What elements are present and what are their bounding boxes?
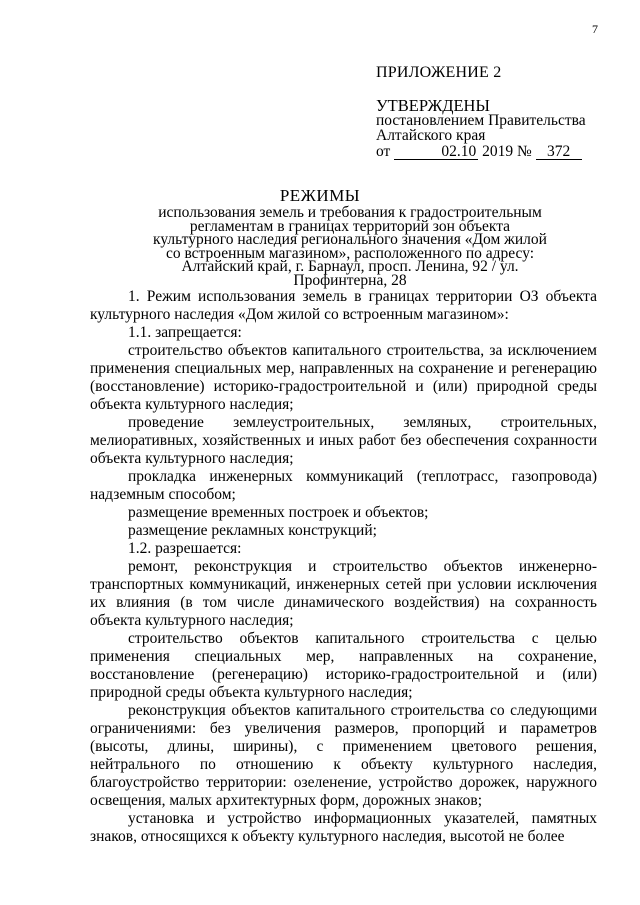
approval-line-2: Алтайского края xyxy=(376,127,486,144)
paragraph: установка и устройство информационных указателей, памятных знаков, относящихся к объекту культурного наследия, высотой не более xyxy=(90,810,597,845)
date-prefix: от xyxy=(376,143,391,160)
appendix-label: ПРИЛОЖЕНИЕ 2 xyxy=(376,64,502,81)
paragraph: строительство объектов капитального строительства, за исключением применения специальных мер, направленных на сохранение и регенерацию (восстановление) историко-градостроительной и (или) природной среды объекта культурного наследия; xyxy=(90,342,597,413)
paragraph: строительство объектов капитального строительства с целью применения специальных мер, направленных на сохранение, восстановление (регенерацию) историко-градостроительной и (или) природной среды объекта культурного наследия; xyxy=(90,630,597,701)
paragraph: 1.2. разрешается: xyxy=(128,540,242,557)
approval-title: УТВЕРЖДЕНЫ xyxy=(376,96,490,115)
approval-block xyxy=(376,98,586,160)
document-title: РЕЖИМЫ xyxy=(279,186,361,205)
paragraph: 1.1. запрещается: xyxy=(128,324,242,341)
paragraph: прокладка инженерных коммуникаций (теплотрасс, газопровода) надземным способом; xyxy=(90,468,597,503)
paragraph: ремонт, реконструкция и строительство объектов инженерно-транспортных коммуникаций, инженерных сетей при условии исключения их влияния (в том числе динамического воздействия) на сохранность объекта культурного наследия; xyxy=(90,558,597,629)
approval-date: 02.10 xyxy=(394,145,478,160)
paragraph: 1. Режим использования земель в границах территории ОЗ объекта культурного наследия «Дом жилой со встроенным магазином»: xyxy=(90,288,597,323)
page-number: 7 xyxy=(592,22,598,36)
paragraph: размещение временных построек и объектов; xyxy=(128,504,429,521)
paragraph: размещение рекламных конструкций; xyxy=(128,522,377,539)
paragraph: проведение землеустроительных, земляных, строительных, мелиоративных, хозяйственных и иных работ без обеспечения сохранности объекта культурного наследия; xyxy=(90,414,597,467)
document-body xyxy=(90,288,597,846)
document-subtitle: использования земель и требования к градостроительным регламентам в границах территорий зон объекта культурного наследия регионального значения «Дом жилой со встроенным магазином», расположенного по адресу: Алтайский край, г. Барнаул, просп. Ленина, 92 / ул. Профинтерна, 28 xyxy=(153,204,547,289)
approval-year: 2019 № xyxy=(482,143,532,160)
paragraph: реконструкция объектов капитального строительства со следующими ограничениями: без увеличения размеров, пропорций и параметров (высоты, длины, ширины), с применением цветового решения, нейтрального по отношению к объекту культурного наследия, благоустройство территории: озеленение, устройство дорожек, наружного освещения, малых архитектурных форм, дорожных знаков; xyxy=(90,702,597,809)
approval-line-1: постановлением Правительства xyxy=(376,112,586,129)
approval-number: 372 xyxy=(536,145,582,160)
approval-date-line xyxy=(376,144,586,160)
